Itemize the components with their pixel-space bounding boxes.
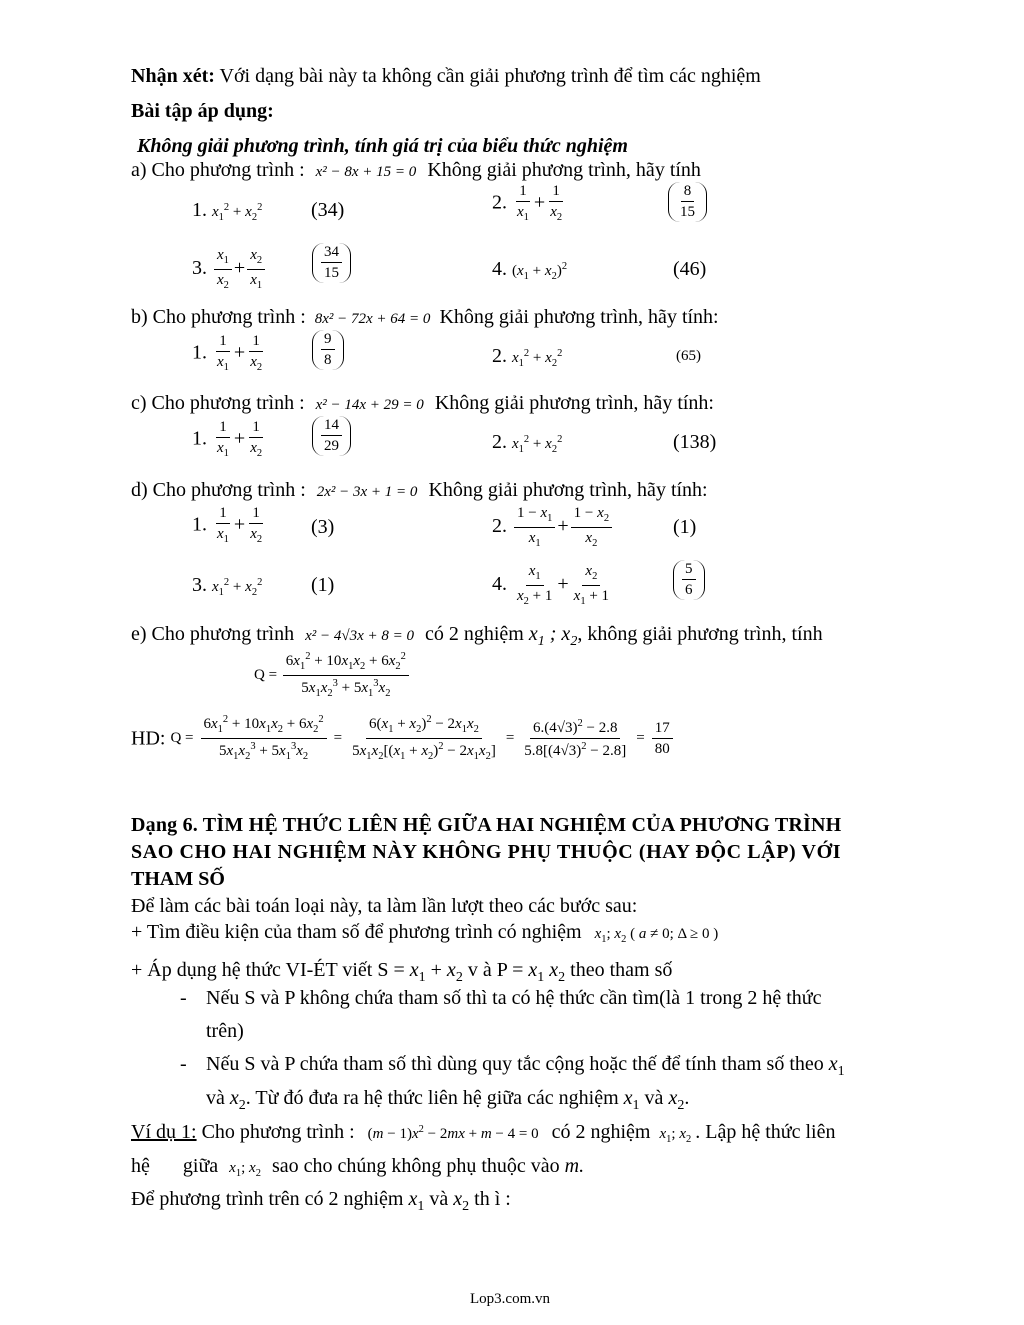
b-item1-answer: $\frac{9}{8}$ xyxy=(312,330,344,370)
d-item3-answer: (1) xyxy=(311,574,335,596)
section-heading-line3: THAM SỐ xyxy=(131,868,225,890)
b-item1: 1. $\frac{1}{x_1}$ + $\frac{1}{x_2}$ xyxy=(192,333,263,373)
word-he: hệ xyxy=(131,1155,150,1177)
a-item1: 1. $x_1^2 + x_2^2$ xyxy=(192,199,263,223)
item-number: 1. xyxy=(192,427,207,450)
bullet2: - Nếu S và P chứa tham số thì dùng quy tắc cộng hoặc thế để tính tham số theo $x_1$ xyxy=(180,1053,845,1079)
bullet1-cont: trên) xyxy=(206,1020,244,1042)
example-line: Ví dụ 1: Cho phương trình : $(m - 1)x^2 - 2mx + m - 4 = 0$ có 2 nghiệm $x_1$; $x_2$ . Lập hệ thức liên xyxy=(131,1121,836,1145)
bullet1: - Nếu S và P không chứa tham số thì ta có hệ thức cần tìm(là 1 trong 2 hệ thức xyxy=(180,987,822,1009)
part-b-equation: 8x² − 72x + 64 = 0 xyxy=(314,311,431,327)
a-item4: 4. $(x_1 + x_2)^2$ xyxy=(492,258,568,282)
a-item3-answer: $\frac{34}{15}$ xyxy=(312,243,351,283)
bullet2-text: Nếu S và P chứa tham số thì dùng quy tắc cộng hoặc thế để tính tham số theo xyxy=(206,1053,824,1075)
step2: + Áp dụng hệ thức VI-ÉT viết $S = x_1 + x_2$ v à $P = x_1$ $x_2$ theo tham số xyxy=(131,959,673,985)
section-heading-line1: Dạng 6. TÌM HỆ THỨC LIÊN HỆ GIỮA HAI NGHIỆM CỦA PHƯƠNG TRÌNH xyxy=(131,814,842,836)
item-number: 4. xyxy=(492,258,507,280)
d-item2-answer: (1) xyxy=(673,516,697,538)
item-number: 4. xyxy=(492,573,507,596)
a-item4-answer: (46) xyxy=(673,258,707,280)
part-e-tail1: có 2 nghiệm xyxy=(425,623,524,645)
part-c-line xyxy=(131,393,714,413)
d-item1: 1. $\frac{1}{x_1}$ + $\frac{1}{x_2}$ xyxy=(192,505,263,545)
c-item1: 1. $\frac{1}{x_1}$ + $\frac{1}{x_2}$ xyxy=(192,419,263,459)
b-item2: 2. $x_1^2 + x_2^2$ xyxy=(492,345,563,369)
bullet2-cont: và $x_2$. Từ đó đưa ra hệ thức liên hệ giữa các nghiệm $x_1$ và $x_2$. xyxy=(206,1087,690,1113)
word-giua: giữa xyxy=(182,1155,219,1177)
step1: + Tìm điều kiện của tham số để phương trình có nghiệm $x_1$; $x_2$ ( a ≠ 0; Δ ≥ 0 ) xyxy=(131,921,719,945)
word-va: và xyxy=(206,1087,225,1109)
step2-text-c: theo tham số xyxy=(565,959,673,981)
a-item1-answer: (34) xyxy=(311,199,345,221)
c-item2-answer: (138) xyxy=(673,431,717,453)
d-item4: 4. $\frac{x_1}{x_2 + 1}$ + $\frac{x_2}{x_1 + 1}$ xyxy=(492,563,610,607)
d-item1-answer: (3) xyxy=(311,516,335,538)
part-e-lead: e) Cho phương trình xyxy=(131,623,295,645)
remark-text: Với dạng bài này ta không cần giải phương trình để tìm các nghiệm xyxy=(214,65,761,87)
item-number: 3. xyxy=(192,257,207,280)
step1-text: + Tìm điều kiện của tham số để phương trình có nghiệm xyxy=(131,921,582,943)
d-item2: 2. $\frac{1 - x_1}{x_1}$ + $\frac{1 - x_2}{x_2}$ xyxy=(492,506,614,549)
part-d-tail: Không giải phương trình, hãy tính: xyxy=(428,479,708,501)
d-item3: 3. $x_1^2 + x_2^2$ xyxy=(192,574,263,598)
part-a-tail: Không giải phương trình, hãy tính xyxy=(427,159,701,181)
part-b-tail: Không giải phương trình, hãy tính: xyxy=(439,306,719,328)
item-number: 1. xyxy=(192,199,207,221)
example-tail2: . Lập hệ thức liên xyxy=(695,1121,836,1143)
part-c-tail: Không giải phương trình, hãy tính: xyxy=(434,392,714,414)
part-e-equation: x² − 4√3x + 8 = 0 xyxy=(305,628,414,644)
step2-text-a: + Áp dụng hệ thức VI-ÉT viết S = xyxy=(131,959,410,981)
c-item1-answer: $\frac{14}{29}$ xyxy=(312,416,351,456)
part-d-line xyxy=(131,480,708,500)
step2-text-b: v à P = xyxy=(462,959,529,981)
remark-label: Nhận xét: xyxy=(131,65,215,87)
example-label: Ví dụ 1: xyxy=(131,1121,197,1143)
exercise-subtitle: Không giải phương trình, tính giá trị của biểu thức nghiệm xyxy=(137,135,628,157)
example-lead: Cho phương trình : xyxy=(196,1121,355,1143)
final-line: Để phương trình trên có 2 nghiệm $x_1$ và $x_2$ th ì : xyxy=(131,1188,511,1214)
bullet2-cont-text: . Từ đó đưa ra hệ thức liên hệ giữa các nghiệm xyxy=(245,1087,619,1109)
part-a-lead: a) Cho phương trình : xyxy=(131,159,305,181)
example-line2: hệ giữa $x_1$; $x_2$ sao cho chúng không phụ thuộc vào m. xyxy=(131,1155,585,1179)
example-tail: có 2 nghiệm xyxy=(551,1121,651,1143)
a-item2-answer: $\frac{8}{15}$ xyxy=(668,182,707,222)
word-va: và xyxy=(644,1087,664,1109)
footer-site: Lop3.com.vn xyxy=(470,1291,550,1307)
q-expression: Q = $\frac{6x_1^2 + 10x_1x_2 + 6x_2^2}{5x_1x_2^3 + 5x_1^3x_2}$ xyxy=(254,652,411,699)
b-item2-answer: (65) xyxy=(676,348,701,364)
part-e-line: e) Cho phương trình x² − 4√3x + 8 = 0 có 2 nghiệm $x_1$ ; $x_2$, không giải phương trình, tính xyxy=(131,623,823,649)
part-c-lead: c) Cho phương trình : xyxy=(131,392,305,414)
item-number: 3. xyxy=(192,574,207,596)
part-a-line xyxy=(131,160,701,180)
item-number: 2. xyxy=(492,431,507,453)
bullet1-text: Nếu S và P không chứa tham số thì ta có hệ thức cần tìm(là 1 trong 2 hệ thức xyxy=(206,987,822,1009)
a-item3: 3. $\frac{x_1}{x_2}$ + $\frac{x_2}{x_1}$ xyxy=(192,248,267,291)
a-item2: 2. $\frac{1}{x_1}$ + $\frac{1}{x_2}$ xyxy=(492,183,563,223)
hd-line: HD: Q = $\frac{6x_1^2 + 10x_1x_2 + 6x_2^2}{5x_1x_2^3 + 5x_1^3x_2}$ = $\frac{6(x_1 + x_2)^2 - 2x_1x_2}{5x_1x_2[(x_1 + x_2)^2 - 2x_1x_2]}$ = $\frac{6.(4√3)^2 - 2.8}{5.8[(4√3)^2 - 2.8]}$ = $\frac{17}{80}$ xyxy=(131,715,675,762)
final-text2: th ì : xyxy=(474,1188,511,1210)
section-heading-line2: SAO CHO HAI NGHIỆM NÀY KHÔNG PHỤ THUỘC (HAY ĐỘC LẬP) VỚI xyxy=(131,841,842,863)
part-e-tail2: , không giải phương trình, tính xyxy=(577,623,823,645)
part-b-lead: b) Cho phương trình : xyxy=(131,306,306,328)
part-a-equation: x² − 8x + 15 = 0 xyxy=(315,164,417,180)
exercise-heading: Bài tập áp dụng: xyxy=(131,100,274,122)
item-number: 2. xyxy=(492,515,507,538)
steps-intro: Để làm các bài toán loại này, ta làm lần lượt theo các bước sau: xyxy=(131,895,638,917)
part-d-equation: 2x² − 3x + 1 = 0 xyxy=(316,484,418,500)
final-text: Để phương trình trên có 2 nghiệm xyxy=(131,1188,404,1210)
example-tail3: sao cho chúng không phụ thuộc vào xyxy=(271,1155,560,1177)
d-item4-answer: $\frac{5}{6}$ xyxy=(673,560,705,600)
word-va: và xyxy=(429,1188,449,1210)
hd-label: HD: xyxy=(131,727,166,750)
part-d-lead: d) Cho phương trình : xyxy=(131,479,306,501)
c-item2: 2. $x_1^2 + x_2^2$ xyxy=(492,431,563,455)
part-b-line xyxy=(131,307,719,327)
item-number: 2. xyxy=(492,191,507,214)
item-number: 1. xyxy=(192,513,207,536)
remark-line xyxy=(131,66,761,86)
part-c-equation: x² − 14x + 29 = 0 xyxy=(315,397,424,413)
item-number: 2. xyxy=(492,345,507,367)
param-m: m. xyxy=(564,1155,585,1177)
item-number: 1. xyxy=(192,341,207,364)
